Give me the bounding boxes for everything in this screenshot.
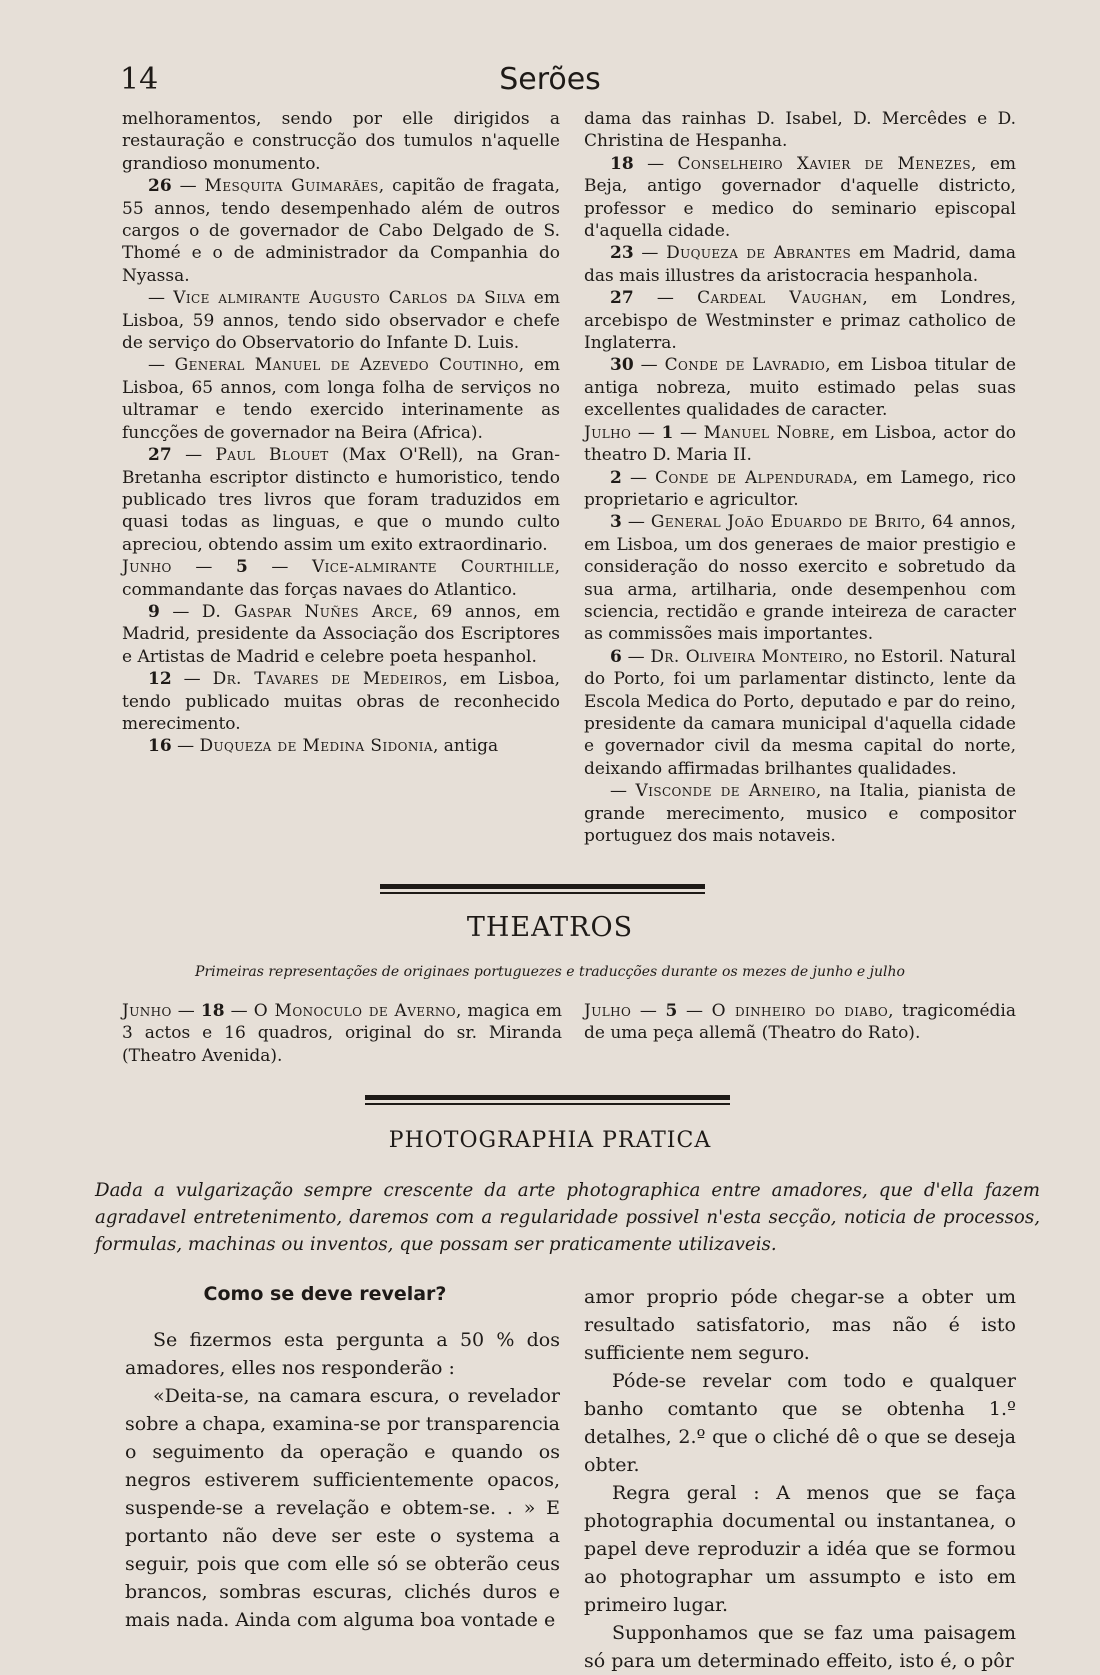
obituary-entry: 3 — General João Eduardo de Brito, 64 annos, em Lisboa, um dos generaes de maior prestigio e consideração do nosso exercito e sobretudo da sua arma, artilharia, onde desempenhou com sciencia, rectidão e grande inteireza de caracter as commissões mais importantes. [584,512,1016,645]
obituary-entry: 26 — Mesquita Guimarães, capitão de fragata, 55 annos, tendo desempenhado além de outros cargos o de governador de Cabo Delgado de S. Thomé e o de administrador da Companhia do Nyassa. [122,176,561,286]
theatre-entry: Junho — 18 — O Monoculo de Averno, magica em 3 actos e 16 quadros, original do sr. Miranda (Theatro Avenida). [122,1001,562,1066]
obituary-entry: 18 — Conselheiro Xavier de Menezes, em Beja, antigo governador d'aquelle districto, professor e medico do seminario episcopal d'aquella cidade. [584,153,1016,242]
obituary-entry: 23 — Duqueza de Abrantes em Madrid, dama das mais illustres da aristocracia hespanhola. [584,243,1016,286]
obituary-right-column [584,108,1016,847]
entry-date: 30 [610,355,634,376]
entry-name: Vice-almirante Courthille [311,557,555,578]
entry-text: , em Lamego, rico proprietario e agricultor. [584,467,1017,510]
entry-text: , no Estoril. Natural do Porto, foi um parlamentar distincto, lente da Escola Medica do Porto, deputado e par do reino, presidente da camara municipal d'aquella cidade e governador civil da mesma capital do norte, deixando affirmadas brilhantes qualidades. [584,646,1016,779]
entry-month: Junho [122,557,172,578]
entry-date: 23 [610,243,634,264]
entry-date: 18 [610,153,634,174]
section-divider-thin [380,892,705,894]
obituary-left-column [122,108,560,758]
obituary-entry: 6 — Dr. Oliveira Monteiro, no Estoril. Natural do Porto, foi um parlamentar distincto, lente da Escola Medica do Porto, deputado e par do reino, presidente da camara municipal d'aquella cidade e governador civil da mesma capital do norte, deixando affirmadas brilhantes qualidades. [584,646,1016,779]
entry-name: Dr. Tavares de Medeiros [212,669,443,690]
section-divider [380,884,705,889]
play-title: O Monoculo de Averno [253,1001,457,1021]
entry-text: , em Londres, arcebispo de Westminster e primaz catholico de Inglaterra. [584,288,1017,354]
entry-name: Paul Blouet [215,445,329,466]
entry-name: General João Eduardo de Brito [650,512,921,533]
entry-name: Conde de Alpendurada [655,467,853,488]
entry-date: 1 [661,422,674,443]
obituary-entry: 2 — Conde de Alpendurada, em Lamego, rico proprietario e agricultor. [584,467,1017,510]
entry-text: , capitão de fragata, 55 annos, tendo desempenhado além de outros cargos o de governador de Cabo Delgado de S. Thomé e o de administrador da Companhia do Nyassa. [122,176,561,286]
article-paragraph: Se fizermos esta pergunta a 50 % dos amadores, elles nos responderão : [125,1329,560,1379]
running-title: Serões [499,62,601,97]
obituary-entry: 27 — Cardeal Vaughan, em Londres, arcebispo de Westminster e primaz catholico de Inglaterra. [584,288,1017,354]
entry-date: 16 [148,736,172,757]
entry-text: em Madrid, dama das mais illustres da aristocracia hespanhola. [584,243,1016,286]
obituary-entry: 16 — Duqueza de Medina Sidonia, antiga [148,736,499,757]
obituary-entry: 30 — Conde de Lavradio, em Lisboa titular de antiga nobreza, muito estimado pelas suas excellentes qualidades de caracter. [584,355,1017,421]
section-divider [365,1095,730,1100]
theatros-left-column [122,1000,562,1067]
entry-name: Dr. Oliveira Monteiro [650,646,844,667]
entry-name: Conselheiro Xavier de Menezes [677,153,971,174]
entry-name: Cardeal Vaughan [697,288,863,309]
entry-name: D. Gaspar Nuñes Arce [201,601,413,622]
entry-text: , em Lisboa, actor do theatro D. Maria II. [584,422,1016,466]
page-header [0,62,1100,102]
entry-name: Visconde de Arneiro [635,781,816,802]
article-paragraph: Póde-se revelar com todo e qualquer banho comtanto que se obtenha 1.º detalhes, 2.º que o cliché dê o que se deseja obter. [584,1370,1016,1476]
obituary-entry: 12 — Dr. Tavares de Medeiros, em Lisboa, tendo publicado muitas obras de reconhecido merecimento. [122,669,560,734]
entry-text: em Lisboa, 59 annos, tendo sido observador e chefe de serviço do Observatorio do Infante D. Luis. [122,288,560,354]
theatros-title: THEATROS [466,912,634,943]
entry-text: , tragicomédia de uma peça allemã (Theatro do Rato). [584,1001,1016,1044]
entry-text: , na Italia, pianista de grande merecimento, musico e compositor portuguez dos mais notaveis. [584,781,1016,846]
theatros-right-column [584,1000,1016,1045]
entry-name: Manuel Nobre [703,422,830,443]
entry-month: Junho [122,1001,172,1021]
entry-name: Conde de Lavradio [664,355,826,376]
obituary-entry: Julho — 1 — Manuel Nobre, em Lisboa, actor do theatro D. Maria II. [584,422,1016,466]
section-divider-thin [365,1103,730,1105]
theatre-entry: Julho — 5 — O dinheiro do diabo, tragicomédia de uma peça allemã (Theatro do Rato). [584,1001,1016,1044]
article-left-column [125,1326,560,1634]
entry-date: 26 [148,176,172,197]
entry-date: 12 [148,669,172,690]
play-title: O dinheiro do diabo [711,1001,889,1021]
entry-name: Vice almirante Augusto Carlos da Silva [173,288,526,309]
article-right-column [584,1283,1016,1675]
theatros-subtitle: Primeiras representações de originaes portuguezes e traducções durante os mezes de junho e julho [195,964,905,980]
entry-name: Duqueza de Medina Sidonia [199,736,433,757]
entry-text: , 64 annos, em Lisboa, um dos generaes de maior prestigio e consideração do nosso exercito e sobretudo da sua arma, artilharia, onde desempenhou com sciencia, rectidão e grande inteireza de caracter as commissões mais importantes. [584,512,1016,645]
entry-text: , commandante das forças navaes do Atlantico. [122,557,561,600]
photographia-title: PHOTOGRAPHIA PRATICA [388,1128,712,1153]
article-paragraph: Regra geral : A menos que se faça photographia documental ou instantanea, o papel deve reproduzir a idéa que se formou ao photographar um assumpto e isto em primeiro lugar. [584,1482,1016,1616]
entry-text: (Max O'Rell), na Gran-Bretanha escriptor distincto e humoristico, tendo publicado tres livros que foram traduzidos em quasi todas as linguas, e que o mundo culto apreciou, obtendo assim um exito extraordinario. [122,445,560,555]
page-number: 14 [120,62,159,97]
entry-text: , antiga [432,736,499,757]
entry-date: 5 [665,1001,678,1021]
entry-date: 6 [610,646,622,667]
article-paragraph: «Deita-se, na camara escura, o revelador sobre a chapa, examina-se por transparencia o seguimento da operação e quando os negros estiverem sufficientemente opacos, suspende-se a revelação e obtem-se. . » E portanto não deve ser este o systema a seguir, pois que com elle só se obterão ceus brancos, sombras escuras, clichés duros e mais nada. Ainda com alguma boa vontade e [125,1385,560,1631]
entry-text: , 69 annos, em Madrid, presidente da Associação dos Escriptores e Artistas de Madrid e celebre poeta hespanhol. [122,601,560,667]
entry-name: Duqueza de Abrantes [666,243,852,264]
entry-date: 27 [610,288,634,309]
obituary-entry: — Visconde de Arneiro, na Italia, pianista de grande merecimento, musico e compositor portuguez dos mais notaveis. [584,781,1016,846]
article-paragraph: amor proprio póde chegar-se a obter um resultado satisfatorio, mas não é isto sufficiente nem seguro. [584,1286,1016,1364]
paragraph: dama das rainhas D. Isabel, D. Mercêdes e D. Christina de Hespanha. [584,109,1016,152]
entry-date: 18 [200,1001,225,1021]
obituary-entry: — General Manuel de Azevedo Coutinho, em Lisboa, 65 annos, com longa folha de serviços no ultramar e tendo exercido interinamente as funcções de governador na Beira (Africa). [122,355,560,443]
entry-text: , em Lisboa, 65 annos, com longa folha de serviços no ultramar e tendo exercido interinamente as funcções de governador na Beira (Africa). [122,355,560,443]
article-paragraph: Supponhamos que se faz uma paisagem só para um determinado effeito, isto é, o pôr [584,1622,1016,1672]
entry-month: Julho [584,1001,632,1021]
entry-text: , em Lisboa, tendo publicado muitas obras de reconhecido merecimento. [122,669,560,734]
entry-name: General Manuel de Azevedo Coutinho [174,355,519,376]
entry-date: 9 [148,601,160,622]
entry-name: Mesquita Guimarães [204,176,379,197]
entry-text: , magica em 3 actos e 16 quadros, original do sr. Miranda (Theatro Avenida). [122,1001,562,1066]
obituary-entry: — Vice almirante Augusto Carlos da Silva em Lisboa, 59 annos, tendo sido observador e chefe de serviço do Observatorio do Infante D. Luis. [122,288,560,354]
obituary-entry: Junho — 5 — Vice-almirante Courthille, commandante das forças navaes do Atlantico. [122,557,561,600]
entry-date: 2 [610,467,622,488]
paragraph: melhoramentos, sendo por elle dirigidos a restauração e construcção dos tumulos n'aquelle grandioso monumento. [122,109,560,174]
entry-text: , em Beja, antigo governador d'aquelle districto, professor e medico do seminario episcopal d'aquella cidade. [584,153,1016,242]
entry-month: Julho [584,422,632,443]
obituary-entry: 27 — Paul Blouet (Max O'Rell), na Gran-Bretanha escriptor distincto e humoristico, tendo publicado tres livros que foram traduzidos em quasi todas as linguas, e que o mundo culto apreciou, obtendo assim um exito extraordinario. [122,445,560,555]
entry-date: 27 [148,445,172,466]
entry-date: 5 [235,557,248,578]
entry-text: , em Lisboa titular de antiga nobreza, muito estimado pelas suas excellentes qualidades de caracter. [584,355,1017,421]
obituary-entry: 9 — D. Gaspar Nuñes Arce, 69 annos, em Madrid, presidente da Associação dos Escriptores e Artistas de Madrid e celebre poeta hespanhol. [122,601,560,667]
entry-date: 3 [610,512,622,533]
photographia-intro: Dada a vulgarização sempre crescente da arte photographica entre amadores, que d'ella fazem agradavel entretenimento, daremos com a regularidade possivel n'esta secção, noticia de processos, formulas, machinas ou inventos, que possam ser praticamente utilizaveis. [95,1180,1040,1255]
article-title: Como se deve revelar? [203,1283,447,1305]
